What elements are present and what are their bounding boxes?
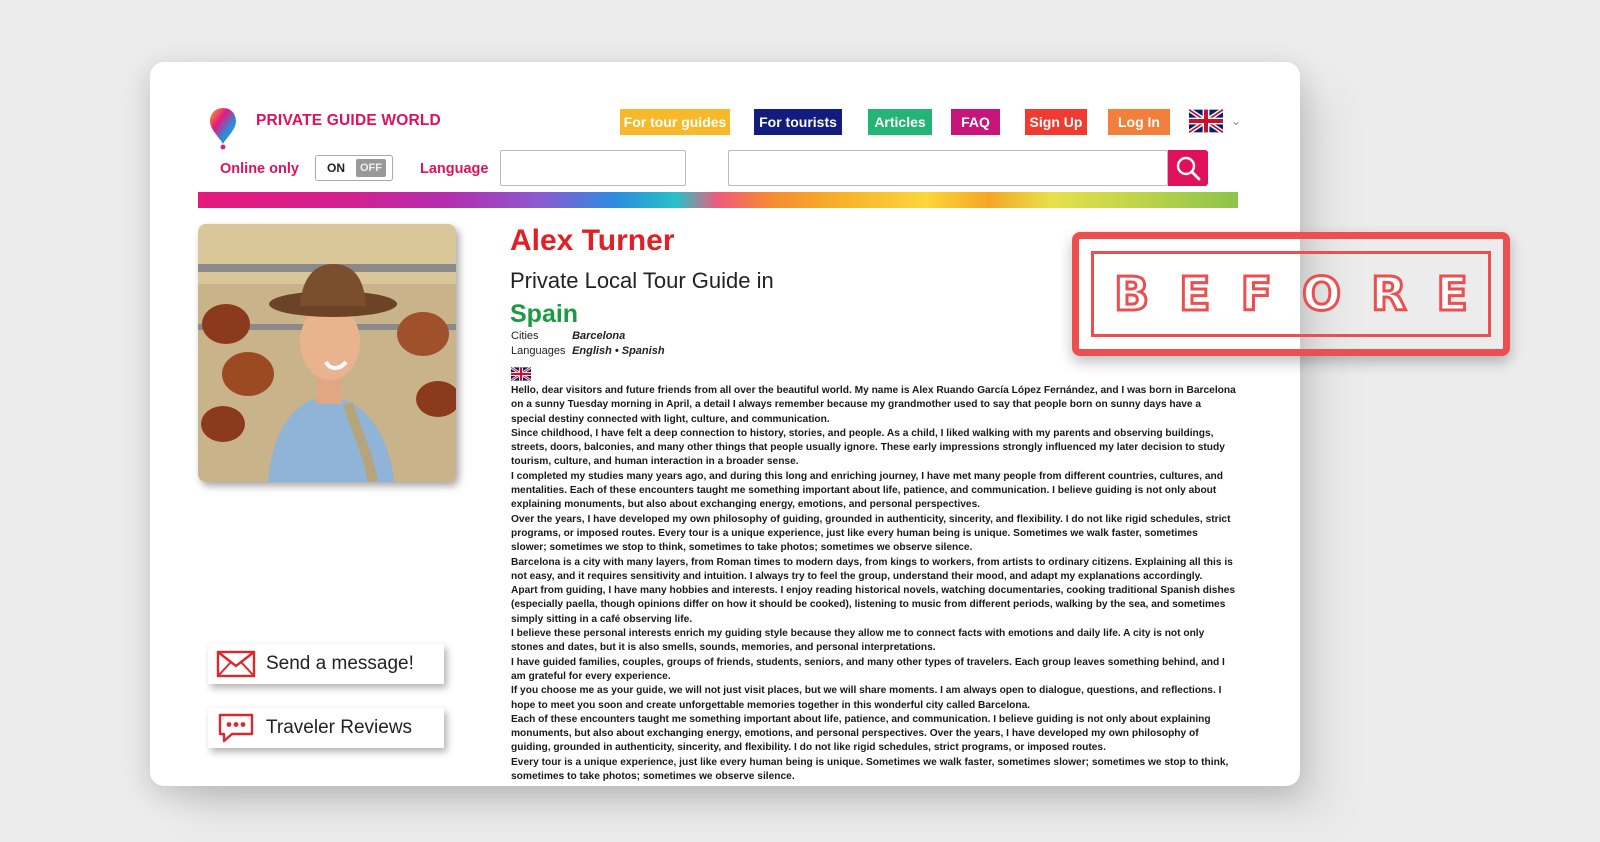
traveler-reviews-label: Traveler Reviews xyxy=(266,717,413,738)
brand-name[interactable]: PRIVATE GUIDE WORLD xyxy=(256,112,441,129)
guide-bio xyxy=(511,384,1236,784)
bio-paragraph: Apart from guiding, I have many hobbies and interests. I enjoy reading historical novels, watching documentaries, cooking traditional Spanish dishes (especially paella, though opinions differ on how it should be cooked), listening to music from different periods, walking by the sea, and sometimes simply sitting in a café observing life. xyxy=(511,585,1236,625)
bio-paragraph: Since childhood, I have felt a deep connection to history, stories, and people. As a child, I liked walking with my parents and observing buildings, streets, doors, balconies, and many other things that people usually ignore. These early impressions strongly influenced my later decision to study tourism, culture, and human interaction in a broader sense. xyxy=(511,427,1225,468)
stamp-inner-border xyxy=(1091,251,1498,337)
uk-flag-icon xyxy=(1189,109,1223,133)
search-icon xyxy=(1175,155,1201,181)
send-message-label: Send a message! xyxy=(266,653,414,674)
chevron-down-icon: ⌄ xyxy=(1231,114,1242,128)
bio-paragraph: Every tour is a unique experience, just like every human being is unique. Sometimes we walk faster, sometimes slower; sometimes we stop to think, sometimes to take photos; sometimes we observe silence. xyxy=(511,756,1229,783)
uk-flag-icon xyxy=(511,367,531,381)
guide-subtitle: Private Local Tour Guide in xyxy=(510,268,774,293)
envelope-icon xyxy=(216,650,256,678)
bio-paragraph: I have guided families, couples, groups of friends, students, seniors, and many other types of travelers. Each group leaves something behind, and I am grateful for every experience. xyxy=(511,656,1225,682)
bio-paragraph: Each of these encounters taught me something important about life, patience, and communication. I believe guiding is not only about explaining monuments, but also about exchanging energy, emotions, and personal perspectives. Over the years, I have developed my own philosophy of guiding, grounded in authenticity, sincerity, and flexibility. I do not like rigid schedules, strict programs, or imposed routes. xyxy=(511,713,1211,754)
traveler-reviews-button[interactable] xyxy=(208,708,444,748)
search-input[interactable] xyxy=(728,150,1168,186)
cities-row xyxy=(511,330,625,342)
guide-name: Alex Turner xyxy=(510,224,675,257)
bio-paragraph: Barcelona is a city with many layers, from Roman times to modern days, from kings to workers, from artists to ordinary citizens. Explaining all this is not easy, and it requires sensitivity and intuition. I always try to feel the group, understand their mood, and adapt my explanations accordingly. xyxy=(511,556,1233,582)
languages-label: Languages xyxy=(511,345,566,357)
toggle-off-label: OFF xyxy=(356,159,386,177)
online-only-label: Online only xyxy=(220,161,299,177)
toggle-on-label: ON xyxy=(327,161,345,175)
log-in-button[interactable]: Log In xyxy=(1108,109,1170,135)
online-only-toggle[interactable] xyxy=(315,155,393,181)
bio-paragraph: If you choose me as your guide, we will not just visit places, but we will share moments. I am always open to dialogue, questions, and reflections. I hope to meet you soon and create unforgettable memories together in this wonderful city called Barcelona. xyxy=(511,685,1222,711)
cities-value[interactable]: Barcelona xyxy=(572,330,626,342)
search-button[interactable] xyxy=(1168,150,1208,186)
cities-label: Cities xyxy=(511,330,539,342)
languages-row xyxy=(511,345,665,357)
guide-country[interactable]: Spain xyxy=(510,300,579,328)
language-selector[interactable] xyxy=(1189,109,1241,133)
bio-paragraph: Over the years, I have developed my own philosophy of guiding, grounded in authenticity, sincerity, and flexibility. I do not like rigid schedules, strict programs, or imposed routes. Every tour is a unique experience, just like every human being is unique. Sometimes we walk faster, sometimes slower; sometimes we stop to think, sometimes to take photos; sometimes we observe silence. xyxy=(511,513,1231,554)
before-stamp xyxy=(1072,232,1510,356)
send-message-button[interactable] xyxy=(208,644,444,684)
language-label: Language xyxy=(420,161,489,177)
languages-value: English • Spanish xyxy=(572,345,665,357)
map-pin-logo-icon xyxy=(208,106,238,150)
guide-profile-photo xyxy=(198,224,456,482)
sign-up-button[interactable]: Sign Up xyxy=(1025,109,1087,135)
bio-paragraph: Hello, dear visitors and future friends from all over the beautiful world. My name is Alex Ruando García López Fernández, and I was born in Barcelona on a sunny Tuesday morning in April, a detail I always remember because my grandmother used to say that people born on sunny days have a special destiny connected with light, culture, and communication. xyxy=(511,385,1236,425)
chat-bubble-icon xyxy=(216,712,256,744)
nav-for-tourists[interactable]: For tourists xyxy=(754,109,842,135)
bio-paragraph: I completed my studies many years ago, and during this long and enriching journey, I have met many people from different countries, cultures, and mentalities. Each of these encounters taught me something important about life, patience, and communication. I believe guiding is not only about explaining monuments, but also about exchanging energy, emotions, and personal perspectives. xyxy=(511,470,1223,511)
nav-for-tour-guides[interactable]: For tour guides xyxy=(620,109,730,135)
rainbow-divider xyxy=(198,192,1238,208)
nav-faq[interactable]: FAQ xyxy=(951,109,1000,135)
stamp-text: BEFORE xyxy=(1114,267,1498,321)
language-input[interactable] xyxy=(500,150,686,186)
bio-paragraph: I believe these personal interests enrich my guiding style because they allow me to connect facts with emotions and daily life. A city is not only stones and dates, but it is also smells, sounds, memories, and personal interpretations. xyxy=(511,628,1205,654)
nav-articles[interactable]: Articles xyxy=(868,109,932,135)
profile-page-card xyxy=(150,62,1300,786)
